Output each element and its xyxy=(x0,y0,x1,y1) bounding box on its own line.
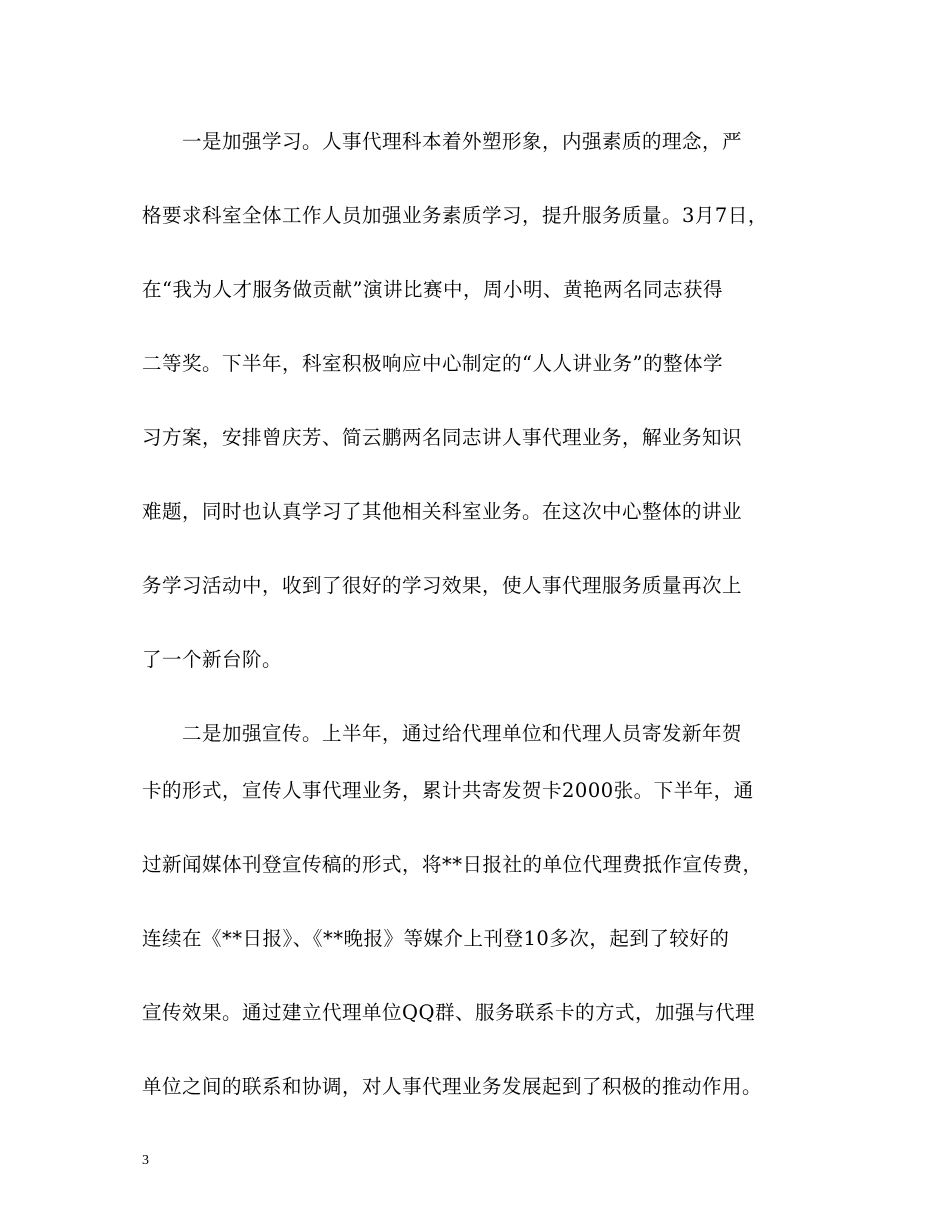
paragraph-2-line-4: 连续在《**日报》、《**晚报》等媒介上刊登10多次，起到了较好的 xyxy=(142,927,730,950)
paragraph-2-line-3: 过新闻媒体刊登宣传稿的形式，将**日报社的单位代理费抵作宣传费， xyxy=(142,853,763,876)
paragraph-1-line-5: 习方案，安排曾庆芳、简云鹏两名同志讲人事代理业务，解业务知识 xyxy=(142,426,743,449)
paragraph-1-line-2: 格要求科室全体工作人员加强业务素质学习，提升服务质量。3月7日， xyxy=(142,204,768,227)
paragraph-2-line-6: 单位之间的联系和协调，对人事代理业务发展起到了积极的推动作用。 xyxy=(142,1075,763,1098)
page-number: 3 xyxy=(142,1153,149,1168)
paragraph-2-line-1: 二是加强宣传。上半年，通过给代理单位和代理人员寄发新年贺 xyxy=(142,722,743,745)
paragraph-1-line-3: 在“我为人才服务做贡献”演讲比赛中，周小明、黄艳两名同志获得 xyxy=(142,278,723,301)
paragraph-1-line-6: 难题，同时也认真学习了其他相关科室业务。在这次中心整体的讲业 xyxy=(142,500,743,523)
paragraph-1-line-7: 务学习活动中，收到了很好的学习效果，使人事代理服务质量再次上 xyxy=(142,574,743,597)
paragraph-1-line-1: 一是加强学习。人事代理科本着外塑形象，内强素质的理念，严 xyxy=(142,130,743,153)
paragraph-2-line-5: 宣传效果。通过建立代理单位QQ群、服务联系卡的方式，加强与代理 xyxy=(142,1001,755,1024)
paragraph-2-line-2: 卡的形式，宣传人事代理业务，累计共寄发贺卡2000张。下半年，通 xyxy=(142,779,754,802)
paragraph-1-line-8: 了一个新台阶。 xyxy=(142,648,283,671)
paragraph-1-line-4: 二等奖。下半年，科室积极响应中心制定的“人人讲业务”的整体学 xyxy=(142,352,723,375)
